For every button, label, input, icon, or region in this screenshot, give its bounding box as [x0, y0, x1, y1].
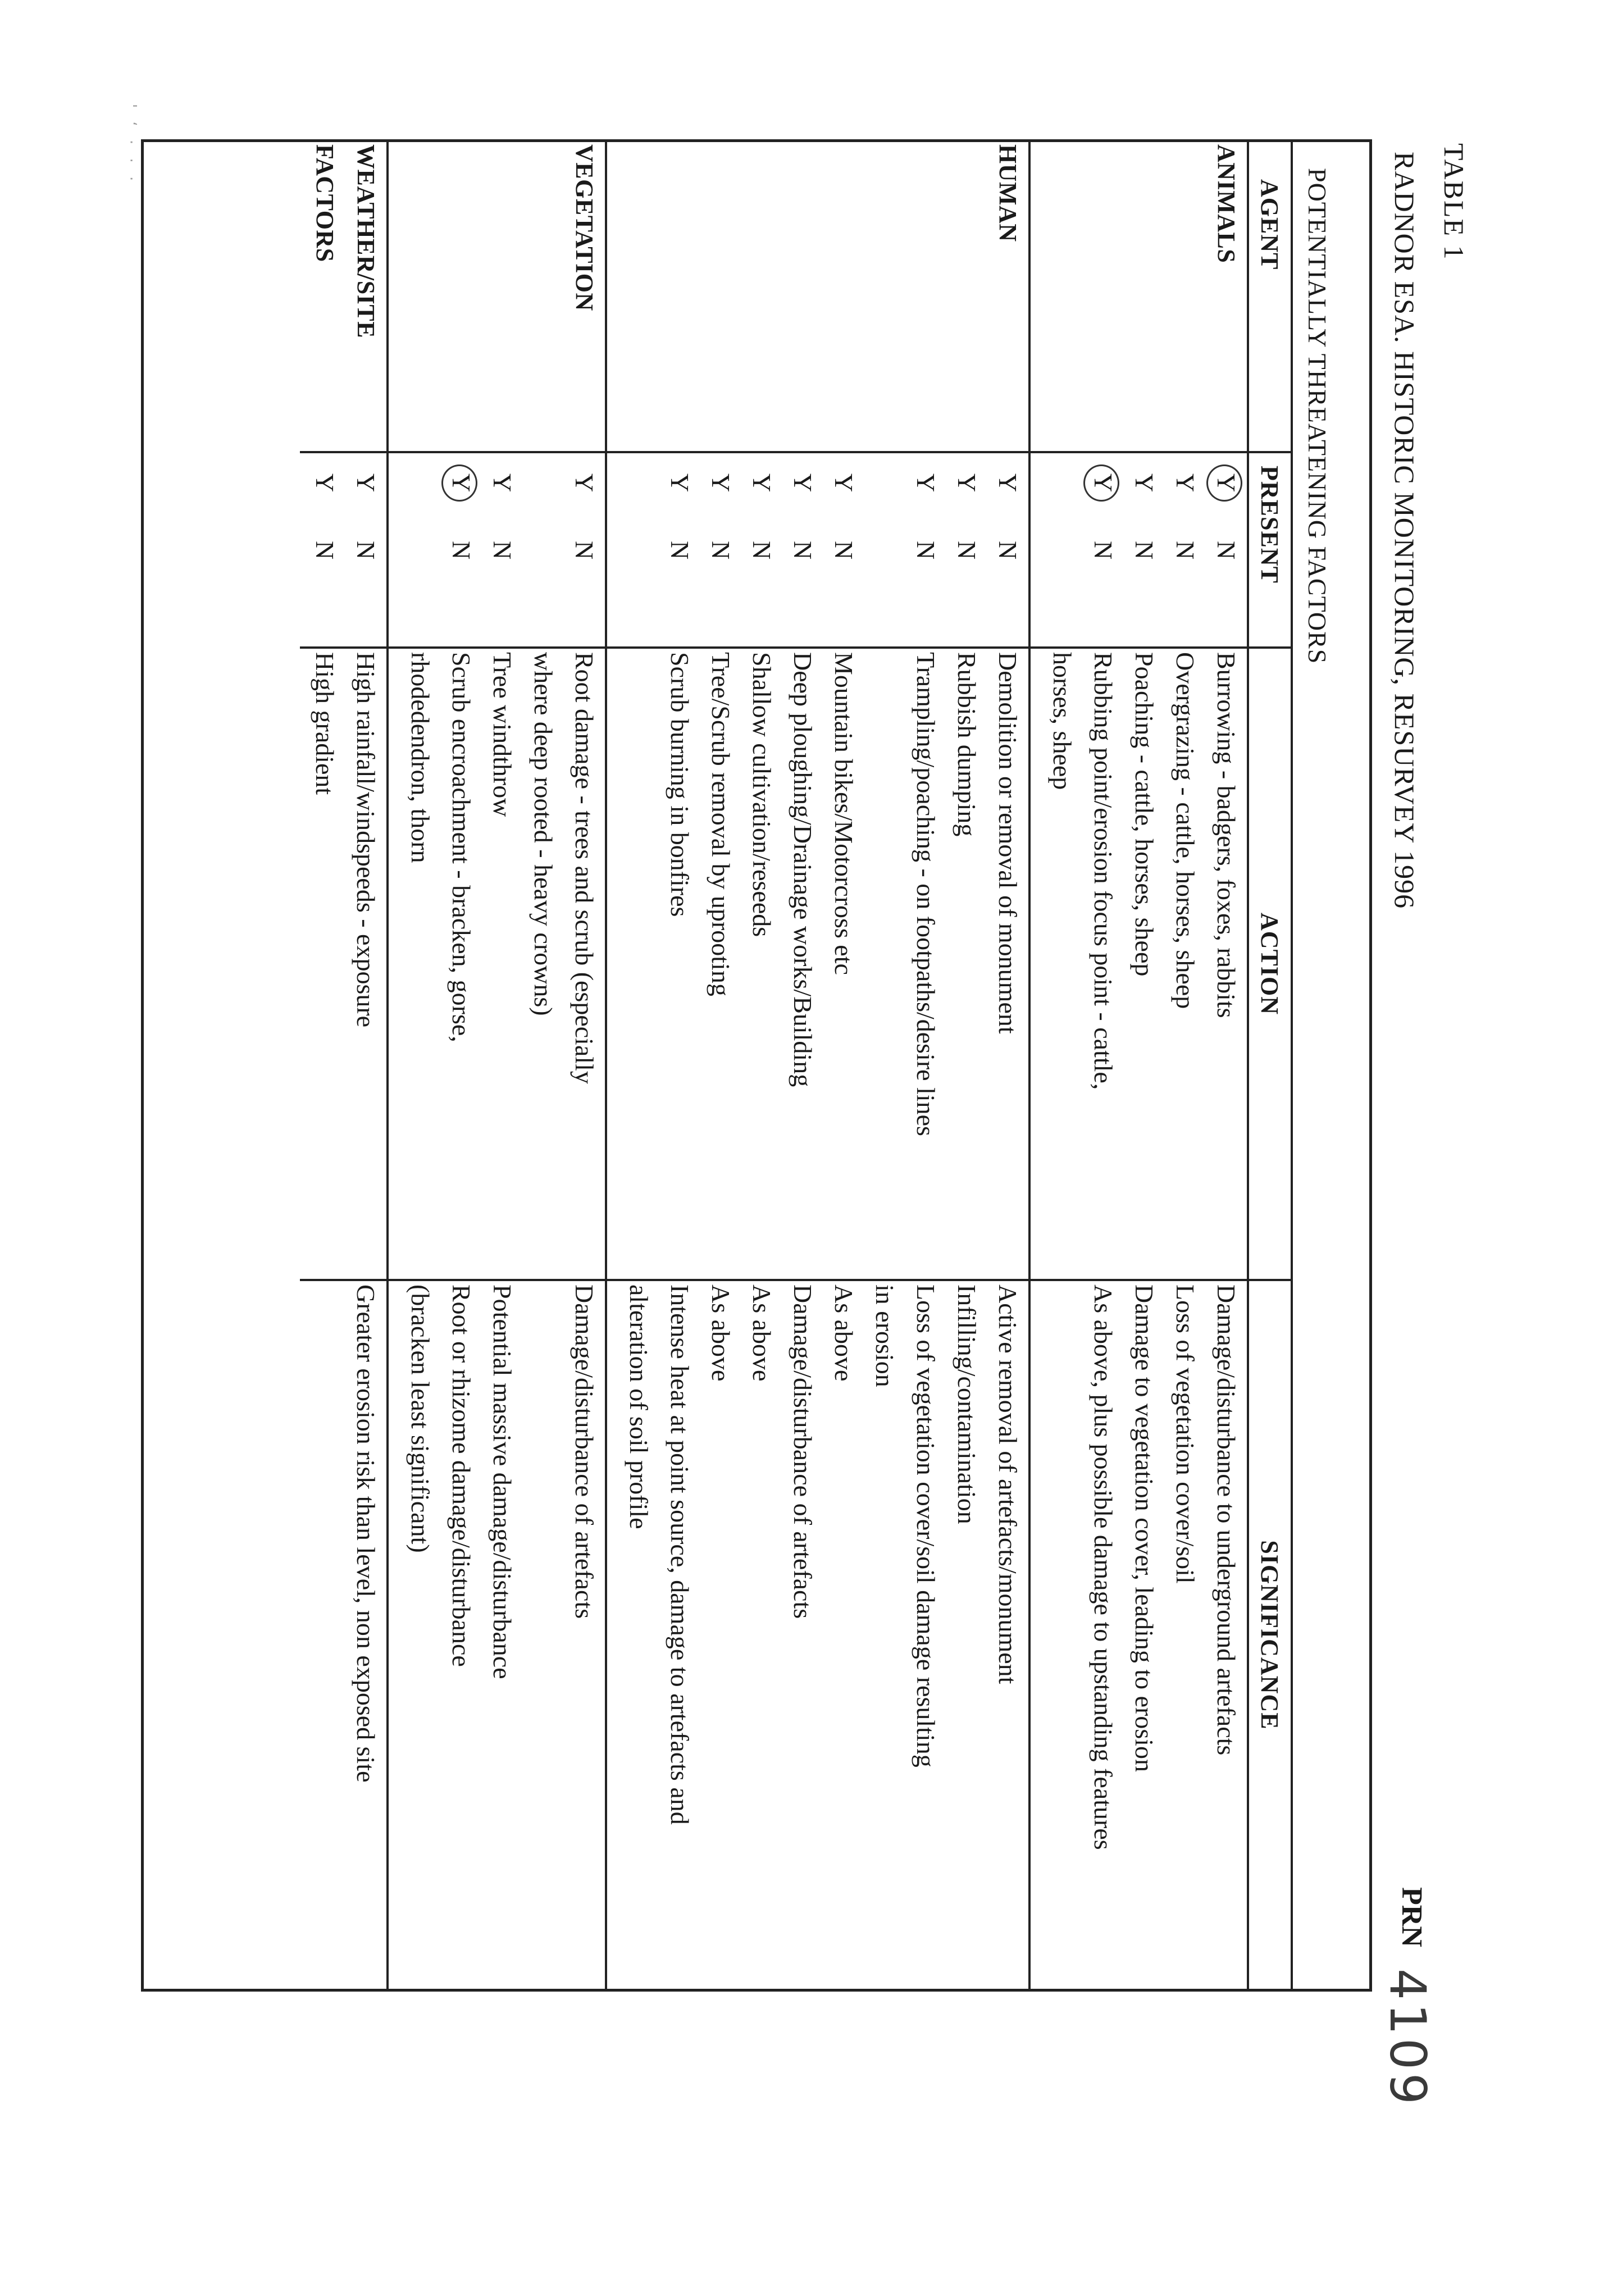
table-row: [606, 142, 1029, 1989]
significance-line: As above: [707, 1284, 735, 1382]
significance-line: Damage/disturbance of artefacts: [570, 1284, 599, 1619]
present-no: N: [666, 541, 694, 560]
present-no: N: [311, 541, 339, 560]
significance-line: As above: [830, 1284, 858, 1382]
present-yes: Y: [994, 473, 1022, 493]
present-line: [823, 457, 864, 646]
present-no: N: [488, 541, 517, 560]
present-yes: Y: [666, 473, 694, 493]
threat-table-frame: [141, 139, 1372, 1992]
action-line: High gradient: [311, 652, 339, 795]
significance-line: Potential massive damage/disturbance: [488, 1284, 517, 1679]
header-agent: AGENT: [1248, 142, 1292, 452]
significance-line: Loss of vegetation cover/soil: [1171, 1284, 1200, 1584]
significance-cell: [1029, 1280, 1248, 1989]
action-line: Shallow cultivation/reseeds: [748, 652, 776, 937]
present-no: N: [830, 541, 858, 560]
present-no: N: [1171, 541, 1200, 560]
present-no: N: [953, 541, 981, 560]
significance-line: Intense heat at point source, damage to artefacts and: [666, 1284, 694, 1825]
present-yes-circled: Y: [1206, 473, 1247, 541]
table-row: [1029, 142, 1248, 1989]
present-no: N: [707, 541, 735, 560]
significance-cell: [606, 1280, 1029, 1989]
action-line: Rubbish dumping: [953, 652, 981, 837]
present-line: [1124, 457, 1165, 646]
present-yes: Y: [1130, 473, 1159, 493]
significance-line: (bracken least significant): [406, 1284, 435, 1553]
present-line: [482, 457, 523, 646]
present-line: [523, 457, 564, 646]
header-action: ACTION: [1248, 648, 1292, 1280]
agent-label: ANIMALS: [1213, 144, 1240, 263]
significance-line: Greater erosion risk than level, non exposed site: [352, 1284, 380, 1783]
action-cell: [606, 648, 1029, 1280]
action-line: Tree windthrow: [488, 652, 517, 817]
action-line: Burrowing - badgers, foxes, rabbits: [1212, 652, 1241, 1018]
present-line: [905, 457, 946, 646]
action-line: Deep ploughing/Drainage works/Building: [789, 652, 817, 1087]
present-yes: Y: [311, 473, 339, 493]
agent-cell: [388, 142, 606, 452]
document-title: RADNOR ESA. HISTORIC MONITORING, RESURVEY 1996: [1389, 152, 1420, 909]
significance-line: As above, plus possible damage to upstanding features: [1089, 1284, 1118, 1850]
present-no: N: [1089, 541, 1118, 560]
action-line: Scrub encroachment - bracken, gorse,: [447, 652, 476, 1042]
present-line: [741, 457, 782, 646]
significance-line: Active removal of artefacts/monument: [994, 1284, 1022, 1684]
table-row: [388, 142, 606, 1989]
significance-cell: [388, 1280, 606, 1989]
present-yes: Y: [488, 473, 517, 493]
present-cell: [388, 452, 606, 648]
threat-table: [300, 142, 1293, 1989]
present-line: [1206, 457, 1247, 646]
action-line: Rubbing point/erosion focus point - cattle,: [1089, 652, 1118, 1090]
significance-line: Damage/disturbance of artefacts: [789, 1284, 817, 1619]
agent-label: FACTORS: [311, 144, 339, 262]
action-line: Demolition or removal of monument: [994, 652, 1022, 1034]
action-line: Scrub burning in bonfires: [666, 652, 694, 917]
agent-label: VEGETATION: [571, 144, 598, 311]
significance-line: in erosion: [871, 1284, 899, 1387]
present-line: [864, 457, 905, 646]
significance-line: [523, 1284, 564, 1989]
action-line: Mountain bikes/Motorcross etc: [830, 652, 858, 975]
action-cell: [1029, 648, 1248, 1280]
table-title: POTENTIALLY THREATENING FACTORS: [1303, 168, 1332, 664]
significance-line: alteration of soil profile: [625, 1284, 653, 1529]
action-line: Root damage - trees and scrub (especially: [570, 652, 599, 1084]
present-no: N: [994, 541, 1022, 560]
present-yes-circled: Y: [1083, 473, 1124, 541]
present-yes: Y: [570, 473, 599, 493]
present-line: [1165, 457, 1206, 646]
action-line: [864, 652, 905, 1279]
header-significance: SIGNIFICANCE: [1248, 1280, 1292, 1989]
agent-label: WEATHER/SITE: [352, 144, 380, 339]
significance-line: Damage to vegetation cover, leading to erosion: [1130, 1284, 1159, 1773]
present-line: [345, 457, 386, 646]
significance-line: Root or rhizome damage/disturbance: [447, 1284, 476, 1667]
present-line: [304, 457, 345, 646]
present-line: [564, 457, 605, 646]
action-cell: [300, 648, 388, 1280]
significance-line: Infilling/contamination: [953, 1284, 981, 1524]
present-cell: [606, 452, 1029, 648]
present-yes: Y: [748, 473, 776, 493]
agent-label: HUMAN: [994, 144, 1022, 242]
significance-cell: [300, 1280, 388, 1989]
present-no: N: [352, 541, 380, 560]
action-cell: [388, 648, 606, 1280]
action-line: horses, sheep: [1048, 652, 1077, 790]
action-line: Overgrazing - cattle, horses, sheep: [1171, 652, 1200, 1009]
present-line: [946, 457, 987, 646]
present-yes: Y: [953, 473, 981, 493]
action-line: where deep rooted - heavy crowns): [529, 652, 558, 1016]
present-yes-circled: Y: [441, 473, 482, 541]
present-line: [987, 457, 1028, 646]
scan-marks: ' ‘ · · ·: [122, 104, 139, 186]
prn-handwritten-number: 4109: [1379, 1969, 1437, 2108]
significance-line: Loss of vegetation cover/soil damage resulting: [912, 1284, 940, 1767]
present-yes: Y: [912, 473, 940, 493]
significance-line: Damage/disturbance to underground artefacts: [1212, 1284, 1241, 1756]
present-no: N: [912, 541, 940, 560]
action-line: rhodedendron, thorn: [406, 652, 435, 863]
present-no: N: [570, 541, 599, 560]
present-cell: [300, 452, 388, 648]
present-yes: Y: [1171, 473, 1200, 493]
agent-cell: [606, 142, 1029, 452]
present-no: N: [748, 541, 776, 560]
significance-line: As above: [748, 1284, 776, 1382]
table-number: TABLE 1: [1438, 143, 1470, 261]
table-body: [300, 142, 1248, 1989]
header-present: PRESENT: [1248, 452, 1292, 648]
present-line: [441, 457, 482, 646]
present-line: [782, 457, 823, 646]
present-no: N: [1130, 541, 1159, 560]
present-no: N: [1212, 541, 1241, 560]
action-line: Trampling/poaching - on footpaths/desire lines: [912, 652, 940, 1136]
present-line: [700, 457, 741, 646]
present-line: [659, 457, 700, 646]
present-yes: Y: [352, 473, 380, 493]
present-yes: Y: [830, 473, 858, 493]
present-cell: [1029, 452, 1248, 648]
prn-label: PRN: [1396, 1887, 1428, 1947]
agent-cell: [300, 142, 388, 452]
present-no: N: [447, 541, 476, 560]
agent-cell: [1029, 142, 1248, 452]
table-row: [300, 142, 388, 1989]
action-line: Poaching - cattle, horses, sheep: [1130, 652, 1159, 977]
action-line: Tree/Scrub removal by uprooting: [707, 652, 735, 996]
present-no: N: [789, 541, 817, 560]
action-line: High rainfall/windspeeds - exposure: [352, 652, 380, 1028]
present-yes: Y: [789, 473, 817, 493]
header-row: [1248, 142, 1292, 1989]
present-yes: Y: [707, 473, 735, 493]
present-line: [1083, 457, 1124, 646]
